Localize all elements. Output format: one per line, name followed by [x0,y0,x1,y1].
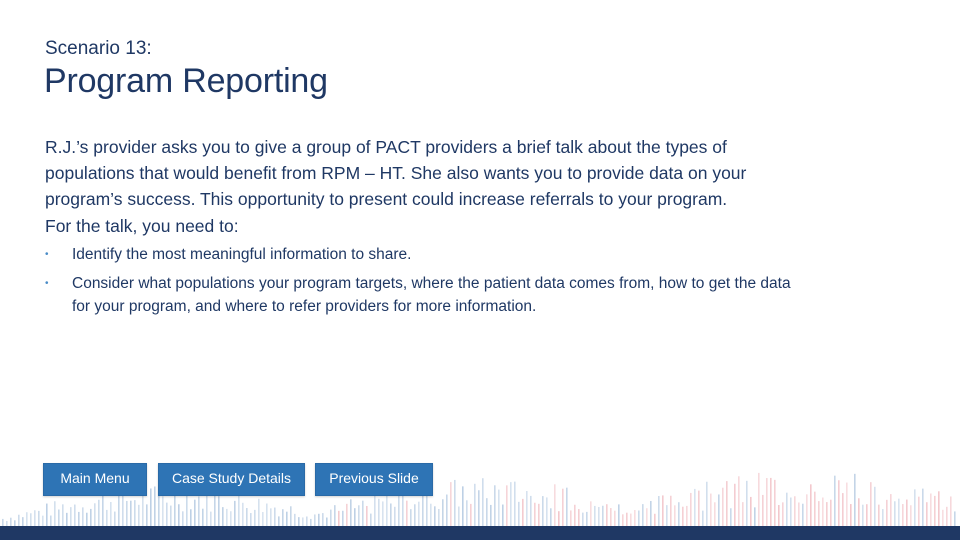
waveform-bar [766,478,768,526]
waveform-bar [230,511,232,526]
waveform-bar [794,496,796,526]
waveform-bar [630,514,632,526]
waveform-bar [414,504,416,526]
waveform-bar [374,493,376,526]
waveform-bar [458,506,460,526]
waveform-bar [734,484,736,526]
waveform-bar [810,484,812,526]
waveform-bar [614,511,616,526]
waveform-bar [490,505,492,526]
bullet-icon: • [45,278,49,289]
waveform-bar [290,506,292,526]
waveform-bar [670,496,672,526]
waveform-bar [606,504,608,526]
waveform-bar [302,517,304,526]
waveform-bar [34,510,36,526]
waveform-bar [834,476,836,526]
task-list [45,243,805,324]
waveform-bar [934,496,936,526]
waveform-bar [918,497,920,526]
waveform-bar [134,500,136,526]
waveform-bar [78,512,80,526]
case-study-details-button[interactable]: Case Study Details [158,463,305,496]
waveform-bar [542,496,544,526]
waveform-bar [250,513,252,526]
waveform-bar [554,484,556,526]
waveform-bar [378,499,380,526]
waveform-bar [926,502,928,526]
waveform-bar [894,501,896,526]
waveform-bar [506,485,508,526]
waveform-bar [94,503,96,526]
waveform-bar [870,482,872,526]
waveform-bar [746,481,748,526]
waveform-bar [874,487,876,526]
waveform-bar [514,482,516,526]
waveform-bar [822,498,824,526]
waveform-bar [754,507,756,526]
waveform-bar [318,514,320,526]
waveform-bar [350,499,352,526]
waveform-bar [194,500,196,526]
waveform-bar [178,504,180,526]
waveform-bar [90,509,92,526]
waveform-bar [214,495,216,526]
waveform-bar [406,501,408,526]
waveform-bar [534,503,536,526]
waveform-bar [922,489,924,526]
waveform-bar [762,495,764,526]
waveform-bar [238,494,240,526]
waveform-bar [842,493,844,526]
waveform-bar [142,492,144,526]
waveform-bar [642,504,644,526]
waveform-bar [582,513,584,526]
waveform-bar [106,510,108,526]
waveform-bar [382,501,384,526]
waveform-bar [198,496,200,526]
waveform-bar [254,510,256,526]
waveform-bar [658,496,660,526]
waveform-bar [898,499,900,526]
waveform-bar [682,507,684,526]
waveform-bar [698,491,700,526]
waveform-bar [482,478,484,526]
waveform-bar [54,501,56,526]
waveform-bar [726,481,728,526]
waveform-bar [154,486,156,526]
waveform-bar [82,507,84,526]
waveform-bar [474,484,476,526]
list-item [45,243,805,266]
waveform-bar [234,501,236,526]
waveform-bar [710,494,712,526]
waveform-bar [70,507,72,526]
waveform-bar [66,513,68,526]
waveform-bar [298,517,300,526]
waveform-bar [494,485,496,526]
waveform-bar [478,490,480,526]
waveform-bar [138,505,140,526]
waveform-bar [266,504,268,526]
waveform-bar [902,504,904,526]
waveform-bar [286,512,288,526]
waveform-bar [502,505,504,526]
waveform-bar [666,505,668,526]
waveform-bar [190,509,192,526]
waveform-bar [410,509,412,526]
waveform-bar [906,500,908,526]
waveform-bar [438,509,440,526]
waveform-bar [806,494,808,526]
waveform-bar [750,497,752,526]
waveform-bar [50,516,52,526]
waveform-bar [566,488,568,526]
waveform-bar [466,500,468,526]
waveform-bar [738,476,740,526]
waveform-bar [862,505,864,526]
waveform-bar [322,513,324,526]
waveform-bar [334,505,336,526]
waveform-bar [470,504,472,526]
intro-paragraph: R.J.’s provider asks you to give a group of PACT providers a brief talk about the types of populations that would benefit from RPM – HT. She also wants you to provide data on your program’s success. This opportunity to present could increase referrals to your program. [45,137,747,209]
waveform-bar [342,511,344,526]
waveform-bar [930,494,932,526]
waveform-bar [622,514,624,526]
waveform-bar [558,511,560,526]
waveform-bar [858,498,860,526]
waveform-bar [830,500,832,526]
waveform-bar [162,496,164,526]
waveform-bar [454,480,456,526]
waveform-bar [570,510,572,526]
waveform-bar [366,506,368,526]
waveform-bar [586,512,588,526]
waveform-bar [118,496,120,526]
waveform-bar [654,514,656,526]
waveform-bar [46,504,48,526]
slide-subtitle: Scenario 13: [45,38,152,59]
waveform-bar [390,503,392,526]
waveform-bar [110,502,112,526]
waveform-bar [146,504,148,526]
waveform-bar [354,508,356,526]
waveform-bar [610,508,612,526]
waveform-bar [242,503,244,526]
waveform-bar [522,499,524,526]
waveform-bar [706,482,708,526]
waveform-bar [826,502,828,526]
waveform-bar [130,501,132,526]
waveform-bar [294,514,296,526]
waveform-bar [790,498,792,526]
waveform-bar [202,509,204,526]
waveform-bar [714,502,716,526]
waveform-bar [702,511,704,526]
waveform-bar [434,506,436,526]
waveform-bar [686,506,688,526]
waveform-bar [462,486,464,526]
waveform-bar [730,508,732,526]
waveform-bar [662,495,664,526]
waveform-bar [310,519,312,526]
waveform-bar [150,488,152,526]
waveform-bar [358,505,360,526]
waveform-bar [102,496,104,526]
waveform-bar [910,505,912,526]
waveform-bar [10,518,12,526]
waveform-bar [770,478,772,526]
waveform-bar [942,510,944,526]
waveform-bar [362,501,364,526]
waveform-bar [274,508,276,526]
bullet-icon: • [45,249,49,260]
waveform-bar [694,489,696,526]
waveform-bar [886,500,888,526]
waveform-bar [338,511,340,526]
waveform-bar [510,482,512,526]
waveform-bar [742,502,744,526]
main-menu-button[interactable]: Main Menu [43,463,147,496]
waveform-bar [346,504,348,526]
task-intro-paragraph: For the talk, you need to: [45,216,239,236]
waveform-bar [618,504,620,526]
waveform-bar [650,501,652,526]
waveform-bar [814,492,816,526]
waveform-bar [450,482,452,526]
waveform-bar [718,494,720,526]
waveform-bar [646,508,648,526]
waveform-bar [498,490,500,526]
waveform-bar [722,488,724,526]
waveform-bar [782,502,784,526]
waveform-bar [86,513,88,526]
waveform-bar [38,511,40,526]
waveform-bar [818,501,820,526]
waveform-bar [678,502,680,526]
waveform-bar [878,505,880,526]
waveform-bar [890,494,892,526]
waveform-bar [262,512,264,526]
waveform-bar [914,489,916,526]
waveform-bar [786,493,788,526]
waveform-bar [326,518,328,526]
waveform-bar [778,505,780,526]
waveform-bar [62,504,64,526]
waveform-bar [306,516,308,526]
waveform-bar [278,516,280,526]
waveform-bar [58,509,60,526]
waveform-bar [182,511,184,526]
waveform-bar [446,495,448,526]
waveform-bar [26,512,28,526]
waveform-bar [690,493,692,526]
waveform-bar [174,493,176,526]
list-item [45,272,805,318]
waveform-bar [226,509,228,526]
waveform-bar [882,509,884,526]
waveform-bar [42,516,44,526]
waveform-bar [950,496,952,526]
waveform-bar [802,504,804,526]
waveform-bar [166,503,168,526]
waveform-bar [418,502,420,526]
waveform-bar [30,513,32,526]
waveform-bar [394,507,396,526]
waveform-bar [850,504,852,526]
waveform-bar [282,509,284,526]
waveform-bar [330,510,332,526]
waveform-bar [526,491,528,526]
waveform-bar [854,474,856,526]
waveform-bar [798,502,800,526]
waveform-bar [602,506,604,526]
waveform-bar [258,499,260,526]
waveform-bar [170,506,172,526]
waveform-bar [98,500,100,526]
footer-bar [0,526,960,540]
waveform-bar [2,519,4,526]
waveform-bar [126,501,128,526]
waveform-bar [222,507,224,526]
waveform-bar [186,496,188,526]
waveform-bar [370,514,372,526]
waveform-bar [246,508,248,526]
waveform-bar [574,505,576,526]
waveform-bar [594,506,596,526]
list-item-text: Consider what populations your program targets, where the patient data comes from, how to get the data for your program, and where to refer providers for more information. [72,275,791,315]
waveform-bar [518,502,520,526]
waveform-bar [18,515,20,526]
previous-slide-button[interactable]: Previous Slide [315,463,433,496]
waveform-bar [538,504,540,526]
waveform-bar [634,510,636,526]
waveform-bar [74,505,76,526]
waveform-bar [946,507,948,526]
list-item-text: Identify the most meaningful information to share. [72,246,412,263]
waveform-bar [114,512,116,526]
waveform-bar [530,496,532,526]
waveform-bar [210,512,212,526]
waveform-bar [598,507,600,526]
waveform-bar [838,480,840,526]
waveform-bar [270,508,272,526]
waveform-bar [442,499,444,526]
waveform-bar [938,491,940,526]
waveform-bar [218,496,220,526]
waveform-bar [590,501,592,526]
waveform-bar [846,483,848,526]
waveform-bar [314,514,316,526]
waveform-bar [674,505,676,526]
waveform-bar [866,504,868,526]
waveform-bar [430,504,432,526]
waveform-bar [22,517,24,526]
waveform-bar [774,480,776,526]
waveform-bar [626,513,628,526]
waveform-bar [578,509,580,526]
waveform-bar [954,511,956,526]
waveform-bar [562,489,564,526]
waveform-bar [638,511,640,526]
waveform-bar [550,508,552,526]
slide-title: Program Reporting [44,62,328,100]
waveform-bar [486,498,488,526]
waveform-bar [546,497,548,526]
waveform-bar [758,473,760,526]
waveform-bar [158,491,160,526]
